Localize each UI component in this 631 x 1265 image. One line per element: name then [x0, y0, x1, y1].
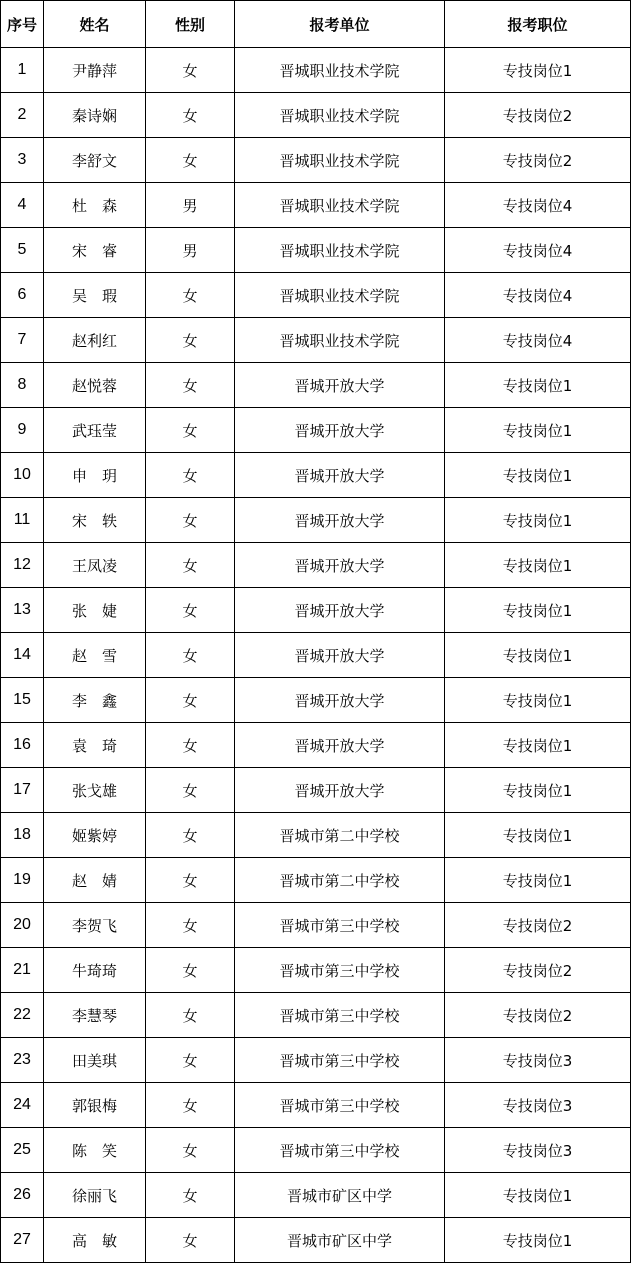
cell-name: 尹静萍: [44, 48, 146, 93]
cell-unit: 晋城市第三中学校: [235, 1038, 445, 1083]
cell-index: 3: [1, 138, 44, 183]
cell-name: 赵利红: [44, 318, 146, 363]
cell-position: 专技岗位1: [445, 1218, 631, 1263]
cell-unit: 晋城市第三中学校: [235, 1128, 445, 1173]
cell-gender: 女: [146, 453, 235, 498]
table-row: [1, 993, 631, 1038]
cell-unit: 晋城市第三中学校: [235, 1083, 445, 1128]
cell-name: 高 敏: [44, 1218, 146, 1263]
cell-gender: 女: [146, 858, 235, 903]
header-index: 序号: [1, 1, 44, 48]
cell-gender: 女: [146, 633, 235, 678]
cell-gender: 女: [146, 1173, 235, 1218]
cell-position: 专技岗位1: [445, 588, 631, 633]
cell-unit: 晋城开放大学: [235, 633, 445, 678]
table-row: [1, 858, 631, 903]
cell-index: 16: [1, 723, 44, 768]
cell-index: 8: [1, 363, 44, 408]
table-row: [1, 93, 631, 138]
cell-gender: 女: [146, 948, 235, 993]
table-row: [1, 948, 631, 993]
cell-position: 专技岗位4: [445, 318, 631, 363]
table-row: [1, 1173, 631, 1218]
header-row: [1, 1, 631, 48]
cell-unit: 晋城职业技术学院: [235, 273, 445, 318]
cell-gender: 女: [146, 768, 235, 813]
cell-index: 21: [1, 948, 44, 993]
cell-position: 专技岗位1: [445, 1173, 631, 1218]
table-row: [1, 228, 631, 273]
cell-position: 专技岗位1: [445, 453, 631, 498]
cell-index: 10: [1, 453, 44, 498]
cell-name: 王凤凌: [44, 543, 146, 588]
cell-unit: 晋城开放大学: [235, 768, 445, 813]
cell-gender: 女: [146, 48, 235, 93]
cell-gender: 女: [146, 903, 235, 948]
cell-index: 19: [1, 858, 44, 903]
table-row: [1, 588, 631, 633]
cell-position: 专技岗位4: [445, 183, 631, 228]
table-row: [1, 183, 631, 228]
cell-unit: 晋城市第三中学校: [235, 993, 445, 1038]
cell-gender: 女: [146, 993, 235, 1038]
table-row: [1, 1083, 631, 1128]
cell-index: 24: [1, 1083, 44, 1128]
cell-gender: 女: [146, 318, 235, 363]
cell-name: 徐丽飞: [44, 1173, 146, 1218]
cell-position: 专技岗位1: [445, 408, 631, 453]
table-row: [1, 138, 631, 183]
table-row: [1, 498, 631, 543]
cell-position: 专技岗位1: [445, 633, 631, 678]
cell-index: 7: [1, 318, 44, 363]
table-row: [1, 363, 631, 408]
cell-index: 6: [1, 273, 44, 318]
table-row: [1, 408, 631, 453]
cell-position: 专技岗位3: [445, 1128, 631, 1173]
table-row: [1, 633, 631, 678]
cell-index: 20: [1, 903, 44, 948]
cell-index: 17: [1, 768, 44, 813]
cell-name: 武珏莹: [44, 408, 146, 453]
cell-unit: 晋城市矿区中学: [235, 1173, 445, 1218]
cell-name: 姬紫婷: [44, 813, 146, 858]
cell-name: 赵 雪: [44, 633, 146, 678]
table-row: [1, 453, 631, 498]
table-row: [1, 1218, 631, 1263]
header-name: 姓名: [44, 1, 146, 48]
cell-position: 专技岗位1: [445, 813, 631, 858]
table-row: [1, 1128, 631, 1173]
table-row: [1, 48, 631, 93]
table-row: [1, 813, 631, 858]
cell-unit: 晋城职业技术学院: [235, 228, 445, 273]
cell-gender: 女: [146, 543, 235, 588]
cell-unit: 晋城职业技术学院: [235, 93, 445, 138]
cell-name: 宋 睿: [44, 228, 146, 273]
cell-index: 1: [1, 48, 44, 93]
cell-index: 23: [1, 1038, 44, 1083]
cell-index: 14: [1, 633, 44, 678]
cell-index: 26: [1, 1173, 44, 1218]
cell-gender: 女: [146, 588, 235, 633]
cell-index: 9: [1, 408, 44, 453]
table-body: [1, 48, 631, 1263]
cell-name: 秦诗娴: [44, 93, 146, 138]
cell-unit: 晋城开放大学: [235, 723, 445, 768]
cell-name: 宋 轶: [44, 498, 146, 543]
cell-unit: 晋城职业技术学院: [235, 138, 445, 183]
cell-name: 吴 瑕: [44, 273, 146, 318]
cell-position: 专技岗位1: [445, 723, 631, 768]
table-row: [1, 273, 631, 318]
table-row: [1, 768, 631, 813]
cell-unit: 晋城开放大学: [235, 498, 445, 543]
cell-position: 专技岗位1: [445, 768, 631, 813]
cell-gender: 男: [146, 183, 235, 228]
cell-name: 陈 笑: [44, 1128, 146, 1173]
table-header: [1, 1, 631, 48]
cell-gender: 女: [146, 813, 235, 858]
cell-name: 杜 森: [44, 183, 146, 228]
cell-position: 专技岗位1: [445, 678, 631, 723]
header-unit: 报考单位: [235, 1, 445, 48]
cell-position: 专技岗位1: [445, 498, 631, 543]
cell-unit: 晋城市第三中学校: [235, 903, 445, 948]
cell-position: 专技岗位3: [445, 1083, 631, 1128]
cell-index: 15: [1, 678, 44, 723]
cell-unit: 晋城市第二中学校: [235, 858, 445, 903]
cell-index: 12: [1, 543, 44, 588]
table-row: [1, 318, 631, 363]
cell-gender: 女: [146, 363, 235, 408]
cell-position: 专技岗位2: [445, 93, 631, 138]
cell-name: 张戈雄: [44, 768, 146, 813]
cell-gender: 女: [146, 678, 235, 723]
cell-index: 5: [1, 228, 44, 273]
cell-name: 郭银梅: [44, 1083, 146, 1128]
cell-position: 专技岗位3: [445, 1038, 631, 1083]
cell-unit: 晋城开放大学: [235, 588, 445, 633]
cell-position: 专技岗位1: [445, 543, 631, 588]
header-gender: 性别: [146, 1, 235, 48]
cell-unit: 晋城职业技术学院: [235, 183, 445, 228]
cell-name: 李舒文: [44, 138, 146, 183]
cell-position: 专技岗位1: [445, 48, 631, 93]
cell-gender: 女: [146, 1128, 235, 1173]
cell-position: 专技岗位2: [445, 138, 631, 183]
header-position: 报考职位: [445, 1, 631, 48]
cell-position: 专技岗位1: [445, 363, 631, 408]
cell-name: 李 鑫: [44, 678, 146, 723]
cell-gender: 女: [146, 1083, 235, 1128]
cell-gender: 女: [146, 408, 235, 453]
table-row: [1, 543, 631, 588]
cell-unit: 晋城职业技术学院: [235, 318, 445, 363]
cell-unit: 晋城开放大学: [235, 453, 445, 498]
cell-name: 赵 婧: [44, 858, 146, 903]
cell-index: 22: [1, 993, 44, 1038]
cell-gender: 女: [146, 723, 235, 768]
cell-unit: 晋城开放大学: [235, 678, 445, 723]
cell-index: 13: [1, 588, 44, 633]
cell-unit: 晋城开放大学: [235, 543, 445, 588]
table-row: [1, 723, 631, 768]
cell-position: 专技岗位2: [445, 993, 631, 1038]
cell-name: 李慧琴: [44, 993, 146, 1038]
cell-position: 专技岗位2: [445, 948, 631, 993]
cell-name: 田美琪: [44, 1038, 146, 1083]
cell-name: 袁 琦: [44, 723, 146, 768]
cell-name: 张 婕: [44, 588, 146, 633]
cell-unit: 晋城职业技术学院: [235, 48, 445, 93]
cell-gender: 女: [146, 273, 235, 318]
cell-position: 专技岗位4: [445, 273, 631, 318]
cell-unit: 晋城市第二中学校: [235, 813, 445, 858]
cell-name: 牛琦琦: [44, 948, 146, 993]
cell-name: 申 玥: [44, 453, 146, 498]
cell-index: 27: [1, 1218, 44, 1263]
cell-position: 专技岗位2: [445, 903, 631, 948]
cell-gender: 女: [146, 498, 235, 543]
cell-gender: 女: [146, 138, 235, 183]
cell-index: 4: [1, 183, 44, 228]
cell-index: 18: [1, 813, 44, 858]
cell-position: 专技岗位4: [445, 228, 631, 273]
cell-gender: 男: [146, 228, 235, 273]
table-row: [1, 678, 631, 723]
cell-position: 专技岗位1: [445, 858, 631, 903]
cell-name: 赵悦蓉: [44, 363, 146, 408]
cell-gender: 女: [146, 1038, 235, 1083]
cell-unit: 晋城开放大学: [235, 408, 445, 453]
cell-gender: 女: [146, 93, 235, 138]
cell-name: 李贺飞: [44, 903, 146, 948]
cell-unit: 晋城市第三中学校: [235, 948, 445, 993]
cell-index: 25: [1, 1128, 44, 1173]
table-row: [1, 1038, 631, 1083]
cell-index: 2: [1, 93, 44, 138]
cell-index: 11: [1, 498, 44, 543]
table-row: [1, 903, 631, 948]
cell-unit: 晋城市矿区中学: [235, 1218, 445, 1263]
cell-unit: 晋城开放大学: [235, 363, 445, 408]
cell-gender: 女: [146, 1218, 235, 1263]
